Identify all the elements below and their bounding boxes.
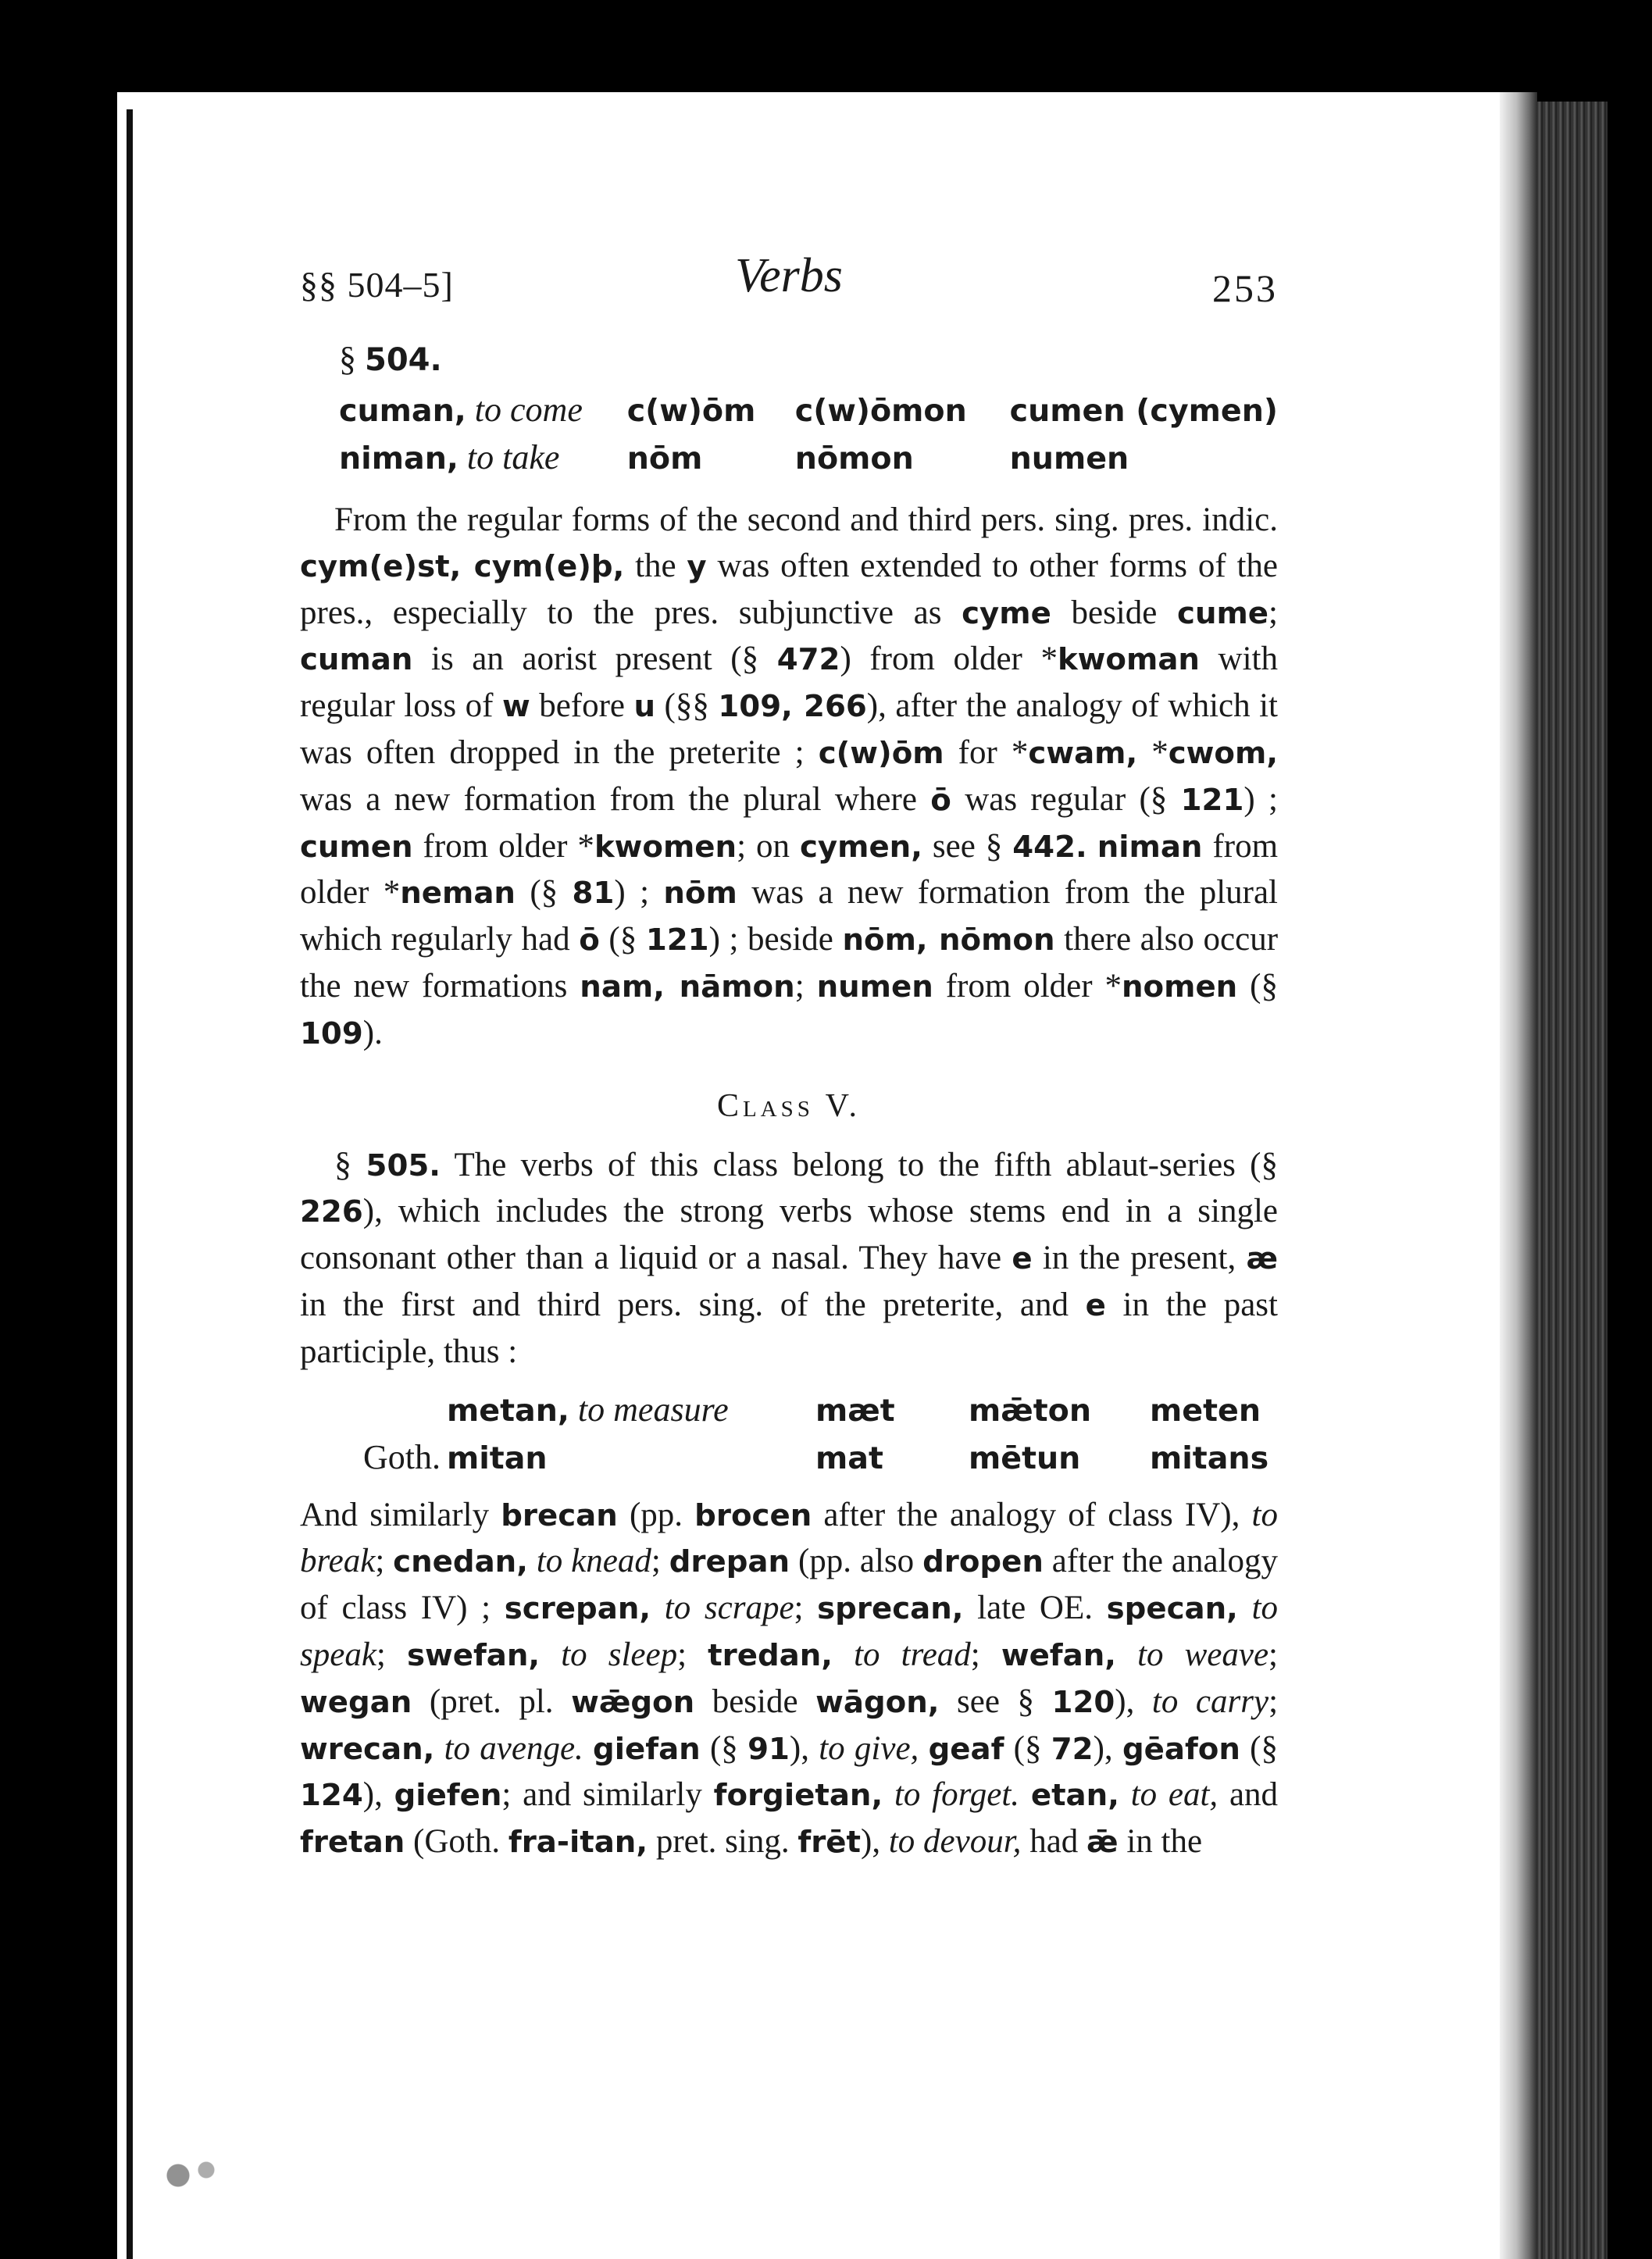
paradigm-row: metan, to measure mæt mǣton meten (447, 1390, 1261, 1429)
running-head-section: §§ 504–5] (300, 265, 454, 305)
running-head (300, 248, 1278, 327)
paradigm-row: Goth. mitan mat mētun mitans (363, 1438, 1269, 1477)
paradigm-504 (339, 387, 1278, 482)
scan-smudge (141, 2148, 234, 2203)
paragraph-505: § 505. The verbs of this class belong to the fifth ablaut-series (§ 226), which includes the strong verbs whose stems end in a single consonant other than a liquid or a nasal. They have e in the present, æ in the first and third pers. sing. of the preterite, and e in the past participle, thus : (300, 1144, 1279, 1370)
page-number: 253 (1212, 266, 1278, 310)
book-page-edges (1537, 102, 1607, 2259)
paradigm-row: cuman, to come c(w)ōm c(w)ōmon cumen (cymen) (339, 391, 1278, 429)
paradigm-505 (339, 1386, 1268, 1482)
running-head-title: Verbs (735, 249, 843, 302)
paragraph-504: From the regular forms of the second and third pers. sing. pres. indic. cym(e)st, cym(e)þ, the y was often extended to other forms of the pres., especially to the pres. subjunctive as cyme beside cume; cuman is an aorist present (§ 472) from older *kwoman with regular loss of w before u (§§ 109, 266), after the analogy of which it was often dropped in the preterite ; c(w)ōm for *cwam, *cwom, was a new formation from the plural where ō was regular (§ 121) ; cumen from older *kwomen; on cymen, see § 442. niman from older *neman (§ 81) ; nōm was a new formation from the plural which regularly had ō (§ 121) ; beside nōm, nōmon there also occur the new formations nam, nāmon; numen from older *nomen (§ 109). (300, 501, 1279, 1051)
class-heading: Class V. (716, 1087, 862, 1124)
paradigm-row: niman, to take nōm nōmon numen (339, 438, 1129, 476)
text-block (300, 248, 1278, 1866)
page-border-rule (127, 109, 133, 2259)
paragraph-505-continued: And similarly brecan (pp. brocen after the analogy of class IV), to break; cnedan, to knead; drepan (pp. also dropen after the analogy of class IV) ; screpan, to scrape; sprecan, late OE. specan, to speak; swefan, to sleep; tredan, to tread; wefan, to weave; wegan (pret. pl. wǣgon beside wāgon, see § 120), to carry; wrecan, to avenge. giefan (§ 91), to give, geaf (§ 72), gēafon (§ 124), giefen; and similarly forgietan, to forget. etan, to eat, and fretan (Goth. fra-itan, pret. sing. frēt), to devour, had ǣ in the (300, 1496, 1279, 1861)
page-fold-shadow (1500, 92, 1537, 2259)
section-504-label: § 504. (339, 340, 442, 378)
